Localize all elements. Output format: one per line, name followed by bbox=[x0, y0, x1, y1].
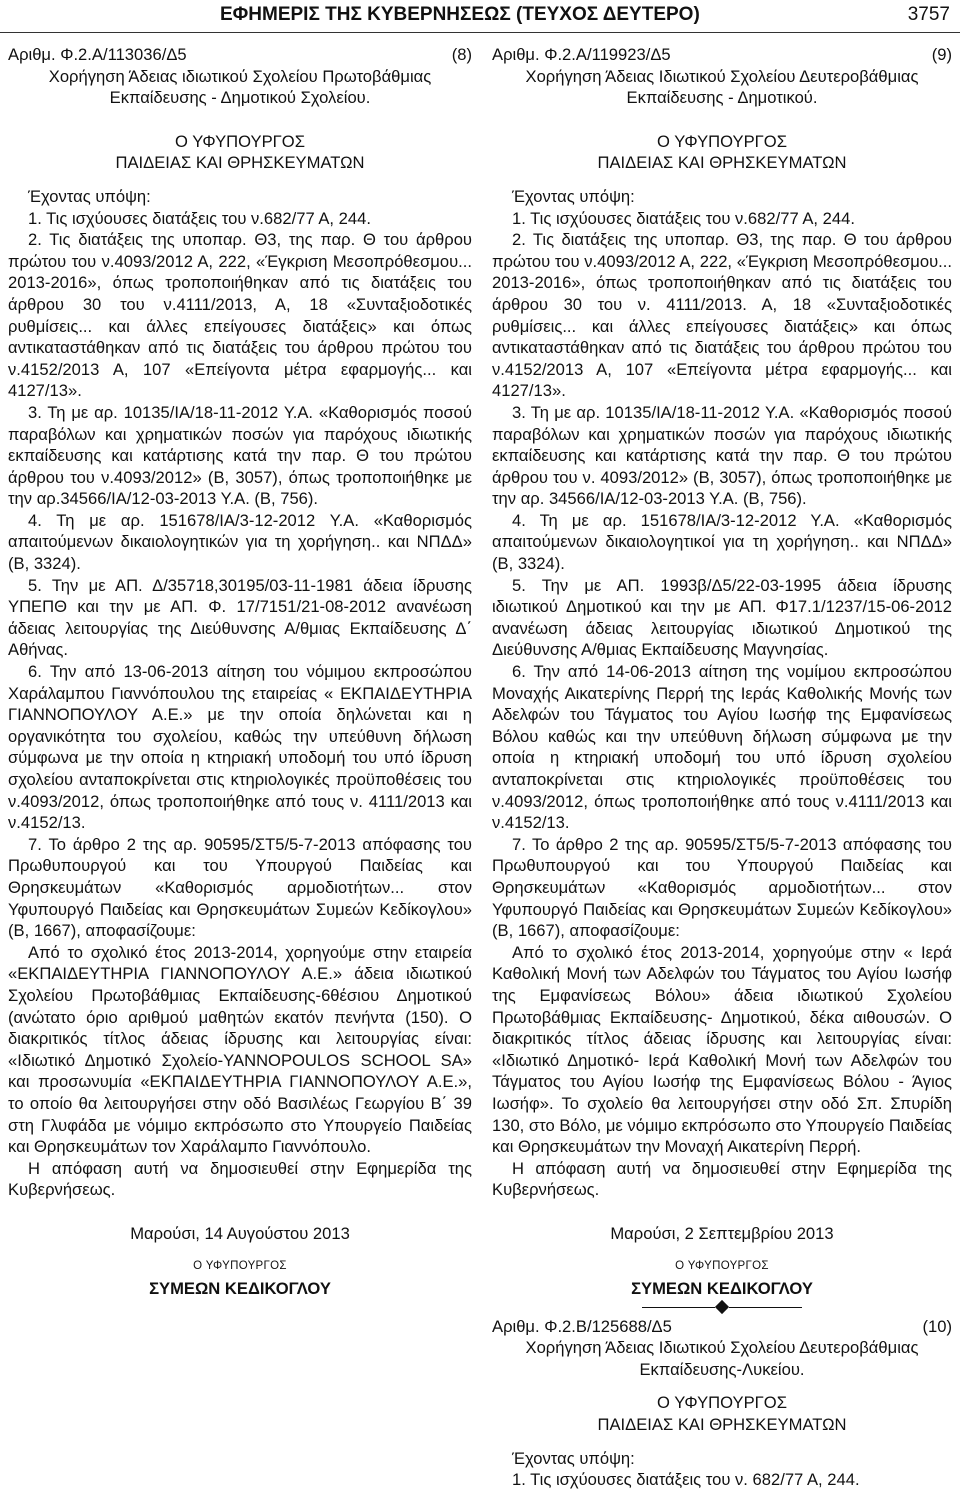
clause-4: 4. Τη με αρ. 151678/ΙΑ/3-12-2012 Υ.Α. «Καθορισμός απαιτούμενων δικαιολογητικών για τη χορήγηση.. και ΝΠΔΔ» (Β, 3324). bbox=[8, 510, 472, 574]
clause-2: 2. Τις διατάξεις της υποπαρ. Θ3, της παρ. Θ του άρθρου πρώτου του ν.4093/2012 Α, 222, «Έγκριση Μεσοπρόθεσμου... 2013-2016», όπως τροποποιήθηκαν από τις διατάξεις του άρθρου 30 του ν. 4111/2013. Α, 18 «Συνταξιοδοτικές ρυθμίσεις... και άλλες επείγουσες διατάξεις» και όπως αντικαταστάθηκαν από τις διατάξεις του άρθρου πρώτου του ν.4152/2013 Α, 107 «Επείγοντα μέτρα εφαρμογής... και 4127/13». bbox=[492, 230, 952, 401]
decision-date: Μαρούσι, 14 Αυγούστου 2013 bbox=[130, 1223, 350, 1243]
decision-reference: Αριθμ. Φ.2.Β/125688/Δ5 bbox=[492, 1316, 672, 1336]
clause-5: 5. Την με ΑΠ. 1993β/Δ5/22-03-1995 άδεια ίδρυσης ιδιωτικού Δημοτικού και την με ΑΠ. Φ17.1/1237/15-06-2012 ανανέωση άδειας λειτουργίας ιδιωτικού Δημοτικού της Διεύθυνσης Α/θμιας Εκπαίδευσης Μαγνησίας. bbox=[492, 575, 952, 660]
decision-reference: Αριθμ. Φ.2.Α/113036/Δ5 bbox=[8, 45, 187, 64]
minister-title: Ο ΥΦΥΠΟΥΡΓΟΣ bbox=[175, 131, 305, 151]
clause-7: 7. Το άρθρο 2 της αρ. 90595/ΣΤ5/5-7-2013 απόφασης του Πρωθυπουργού και του Υπουργού Παιδείας και Θρησκευμάτων «Καθορισμός αρμοδιοτήτων... στον Υφυπουργό Παιδείας και Θρησκευμάτων Συμεών Κεδίκογλου» (Β, 1667), αποφασίζουμε: bbox=[492, 834, 952, 941]
clause-3: 3. Τη με αρ. 10135/ΙΑ/18-11-2012 Υ.Α. «Καθορισμός ποσού παραβόλων και χρηματικών ποσών για παρόχους ιδιωτικής εκπαίδευσης και κατάρτισης κατά την παρ. Θ του πρώτου άρθρου του ν. 4093/2012» (Β, 3057), όπως τροποποιήθηκε με την αρ. 34566/ΙΑ/12-03-2013 Υ.Α. (Β, 756). bbox=[492, 402, 952, 509]
clause-3: 3. Τη με αρ. 10135/ΙΑ/18-11-2012 Υ.Α. «Καθορισμός ποσού παραβόλων και χρηματικών ποσών για παρόχους ιδιωτικής εκπαίδευσης και κατάρτισης κατά την παρ. Θ του πρώτου άρθρου του ν.4093/2012» (Β, 3057), όπως τροποποιήθηκε με την αρ.34566/ΙΑ/12-03-2013 Υ.Α. (Β, 756). bbox=[8, 402, 472, 509]
having-regard: Έχοντας υπόψη: bbox=[28, 186, 151, 206]
clause-1: 1. Τις ισχύουσες διατάξεις του ν. 682/77 Α, 244. bbox=[512, 1470, 860, 1490]
clause-5: 5. Την με ΑΠ. Δ/35718,30195/03-11-1981 άδεια ίδρυσης ΥΠΕΠΘ και την με ΑΠ. Φ. 17/7151/21-08-2012 ανανέωση άδειας λειτουργίας της Διεύθυνσης Α/θμιας Εκπαίδευσης Δ΄ Αθήνας. bbox=[8, 575, 472, 660]
decision-reference-row bbox=[492, 44, 952, 66]
clause-1: 1. Τις ισχύουσες διατάξεις του ν.682/77 Α, 244. bbox=[512, 208, 855, 228]
decision-number: (8) bbox=[451, 45, 472, 64]
decision-reference-row bbox=[492, 1316, 952, 1338]
clause-6: 6. Την από 13-06-2013 αίτηση του νόμιμου εκπροσώπου Χαράλαμπου Γιαννόπουλου της εταιρείας « ΕΚΠΑΙΔΕΥΤΗΡΙΑ ΓΙΑΝΝΟΠΟΥΛΟΥ Α.Ε.» με την οποία δηλώνεται και η οργανικότητα του σχολείου, καθώς την υπεύθυνη δήλωση σύμφωνα με την οποία η κτηριακή υποδομή του υπό ίδρυση σχολείου ανταποκρίνεται στις κτηριολογικές προϋποθέσεις του ν.4093/2012, όπως τροποποιήθηκε από τους ν. 4111/2013 και ν.4152/13. bbox=[8, 662, 472, 833]
decision-subject: Χορήγηση Άδειας Ιδιωτικού Σχολείου Δευτεροβάθμιας Εκπαίδευσης - Δημοτικού. bbox=[525, 66, 919, 108]
publish-order: Η απόφαση αυτή να δημοσιευθεί στην Εφημερίδα της Κυβερνήσεως. bbox=[492, 1158, 952, 1200]
decision-text: Από το σχολικό έτος 2013-2014, χορηγούμε στην εταιρεία «ΕΚΠΑΙΔΕΥΤΗΡΙΑ ΓΙΑΝΝΟΠΟΥΛΟΥ Α.Ε.» άδεια ιδιωτικού Σχολείου Πρωτοβάθμιας Εκπαίδευσης-6θέσιου Δημοτικού (ανώτατο όριο αριθμού μαθητών εκατόν πενήντα (150). Ο διακριτικός τίτλος άδειας ίδρυσης και λειτουργίας είναι: «Ιδιωτικό Δημοτικό Σχολείο-YANNOPOULOS SCHOOL SA» και προσωνυμία «ΕΚΠΑΙΔΕΥΤΗΡΙΑ ΓΙΑΝΝΟΠΟΥΛΟΥ Α.Ε.», το οποίο θα λειτουργήσει στην οδό Βασιλέως Γεωργίου Β΄ 39 στη Γλυφάδα με νόμιμο εκπρόσωπο στο Υπουργείο Παιδείας και Θρησκευμάτων τον Χαράλαμπο Γιαννόπουλο. bbox=[8, 942, 472, 1157]
decision-date: Μαρούσι, 2 Σεπτεμβρίου 2013 bbox=[610, 1223, 834, 1243]
signatory-title: Ο ΥΦΥΠΟΥΡΓΟΣ bbox=[675, 1260, 769, 1273]
decision-reference: Αριθμ. Φ.2.Α/119923/Δ5 bbox=[492, 45, 671, 64]
clause-1: 1. Τις ισχύουσες διατάξεις του ν.682/77 Α, 244. bbox=[28, 208, 371, 228]
diamond-separator-icon bbox=[715, 1300, 729, 1314]
decision-number: (10) bbox=[922, 1316, 952, 1336]
clause-2: 2. Τις διατάξεις της υποπαρ. Θ3, της παρ. Θ του άρθρου πρώτου του ν.4093/2012 Α, 222, «Έγκριση Μεσοπρόθεσμου... 2013-2016», όπως τροποποιήθηκαν από τις διατάξεις του άρθρου 30 του ν.4111/2013, Α, 18 «Συνταξιοδοτικές ρυθμίσεις... και άλλες επείγουσες διατάξεις» και όπως αντικαταστάθηκαν από τις διατάξεις του άρθρου πρώτου του ν.4152/2013 Α, 107 «Επείγοντα μέτρα εφαρμογής... και 4127/13». bbox=[8, 230, 472, 401]
signatory-name: ΣΥΜΕΩΝ ΚΕΔΙΚΟΓΛΟΥ bbox=[149, 1279, 331, 1299]
gazette-header bbox=[0, 0, 960, 34]
clause-6: 6. Την από 14-06-2013 αίτηση της νομίμου εκπροσώπου Μοναχής Αικατερίνης Περρή της Ιεράς Καθολικής Μονής των Αδελφών του Τάγματος του Αγίου Ιωσήφ της Εμφανίσεως Βόλου καθώς και την υπεύθυνη δήλωση σύμφωνα με την οποία η κτηριακή υποδομή του υπό ίδρυση σχολείου ανταποκρίνεται στις κτηριολογικές προϋποθέσεις του ν.4093/2012, όπως τροποποιήθηκε από τους ν.4111/2013 και ν.4152/13. bbox=[492, 662, 952, 833]
having-regard: Έχοντας υπόψη: bbox=[512, 1448, 635, 1468]
decision-subject: Χορήγηση Άδειας Ιδιωτικού Σχολείου Δευτεροβάθμιας Εκπαίδευσης-Λυκείου. bbox=[525, 1338, 919, 1379]
decision-reference-row bbox=[8, 44, 472, 66]
decision-subject: Χορήγηση Άδειας ιδιωτικού Σχολείου Πρωτοβάθμιας Εκπαίδευσης - Δημοτικού Σχολείου. bbox=[48, 66, 432, 108]
ministry-name: ΠΑΙΔΕΙΑΣ ΚΑΙ ΘΡΗΣΚΕΥΜΑΤΩΝ bbox=[115, 153, 365, 173]
minister-title: Ο ΥΦΥΠΟΥΡΓΟΣ bbox=[657, 131, 787, 151]
ministry-name: ΠΑΙΔΕΙΑΣ ΚΑΙ ΘΡΗΣΚΕΥΜΑΤΩΝ bbox=[597, 1415, 847, 1435]
signatory-name: ΣΥΜΕΩΝ ΚΕΔΙΚΟΓΛΟΥ bbox=[631, 1279, 813, 1299]
ministry-name: ΠΑΙΔΕΙΑΣ ΚΑΙ ΘΡΗΣΚΕΥΜΑΤΩΝ bbox=[597, 153, 847, 173]
publish-order: Η απόφαση αυτή να δημοσιευθεί στην Εφημερίδα της Κυβερνήσεως. bbox=[8, 1158, 472, 1200]
right-column bbox=[492, 44, 952, 1491]
decision-number: (9) bbox=[931, 45, 952, 64]
having-regard: Έχοντας υπόψη: bbox=[512, 186, 635, 206]
section-divider bbox=[492, 1300, 952, 1316]
decision-text: Από το σχολικό έτος 2013-2014, χορηγούμε στην « Ιερά Καθολική Μονή των Αδελφών του Τάγματος του Αγίου Ιωσήφ της Εμφανίσεως Βόλου» άδεια ιδιωτικού Σχολείου Πρωτοβάθμιας Εκπαίδευσης- Δημοτικού, δέκα αιθουσών. Ο διακριτικός τίτλος άδειας ίδρυσης και λειτουργίας είναι: «Ιδιωτικό Δημοτικό- Ιερά Καθολική Μονή των Αδελφών του Τάγματος του Αγίου Ιωσήφ της Εμφανίσεως Βόλου - Άγιος Ιωσήφ». Το σχολείο θα λειτουργήσει στην οδό Σπ. Σπυρίδη 130, στο Βόλο, με νόμιμο εκπρόσωπο στο Υπουργείο Παιδείας και Θρησκευμάτων την Μοναχή Αικατερίνη Περρή. bbox=[492, 942, 952, 1157]
minister-title: Ο ΥΦΥΠΟΥΡΓΟΣ bbox=[657, 1393, 787, 1413]
clause-4: 4. Τη με αρ. 151678/ΙΑ/3-12-2012 Υ.Α. «Καθορισμός απαιτούμενων δικαιολογητικοί για τη χορήγηση.. και ΝΠΔΔ» (Β, 3324). bbox=[492, 510, 952, 574]
page-number: 3757 bbox=[907, 4, 950, 25]
clause-7: 7. Το άρθρο 2 της αρ. 90595/ΣΤ5/5-7-2013 απόφασης του Πρωθυπουργού και του Υπουργού Παιδείας και Θρησκευμάτων «Καθορισμός αρμοδιοτήτων... στον Υφυπουργό Παιδείας και Θρησκευμάτων Συμεών Κεδίκογλου» (Β, 1667), αποφασίζουμε: bbox=[8, 834, 472, 941]
signatory-title: Ο ΥΦΥΠΟΥΡΓΟΣ bbox=[193, 1260, 287, 1273]
left-column bbox=[8, 44, 472, 1300]
gazette-title: ΕΦΗΜΕΡΙΣ ΤΗΣ ΚΥΒΕΡΝΗΣΕΩΣ (ΤΕΥΧΟΣ ΔΕΥΤΕΡΟ) bbox=[220, 4, 700, 25]
header-rule bbox=[0, 32, 960, 33]
